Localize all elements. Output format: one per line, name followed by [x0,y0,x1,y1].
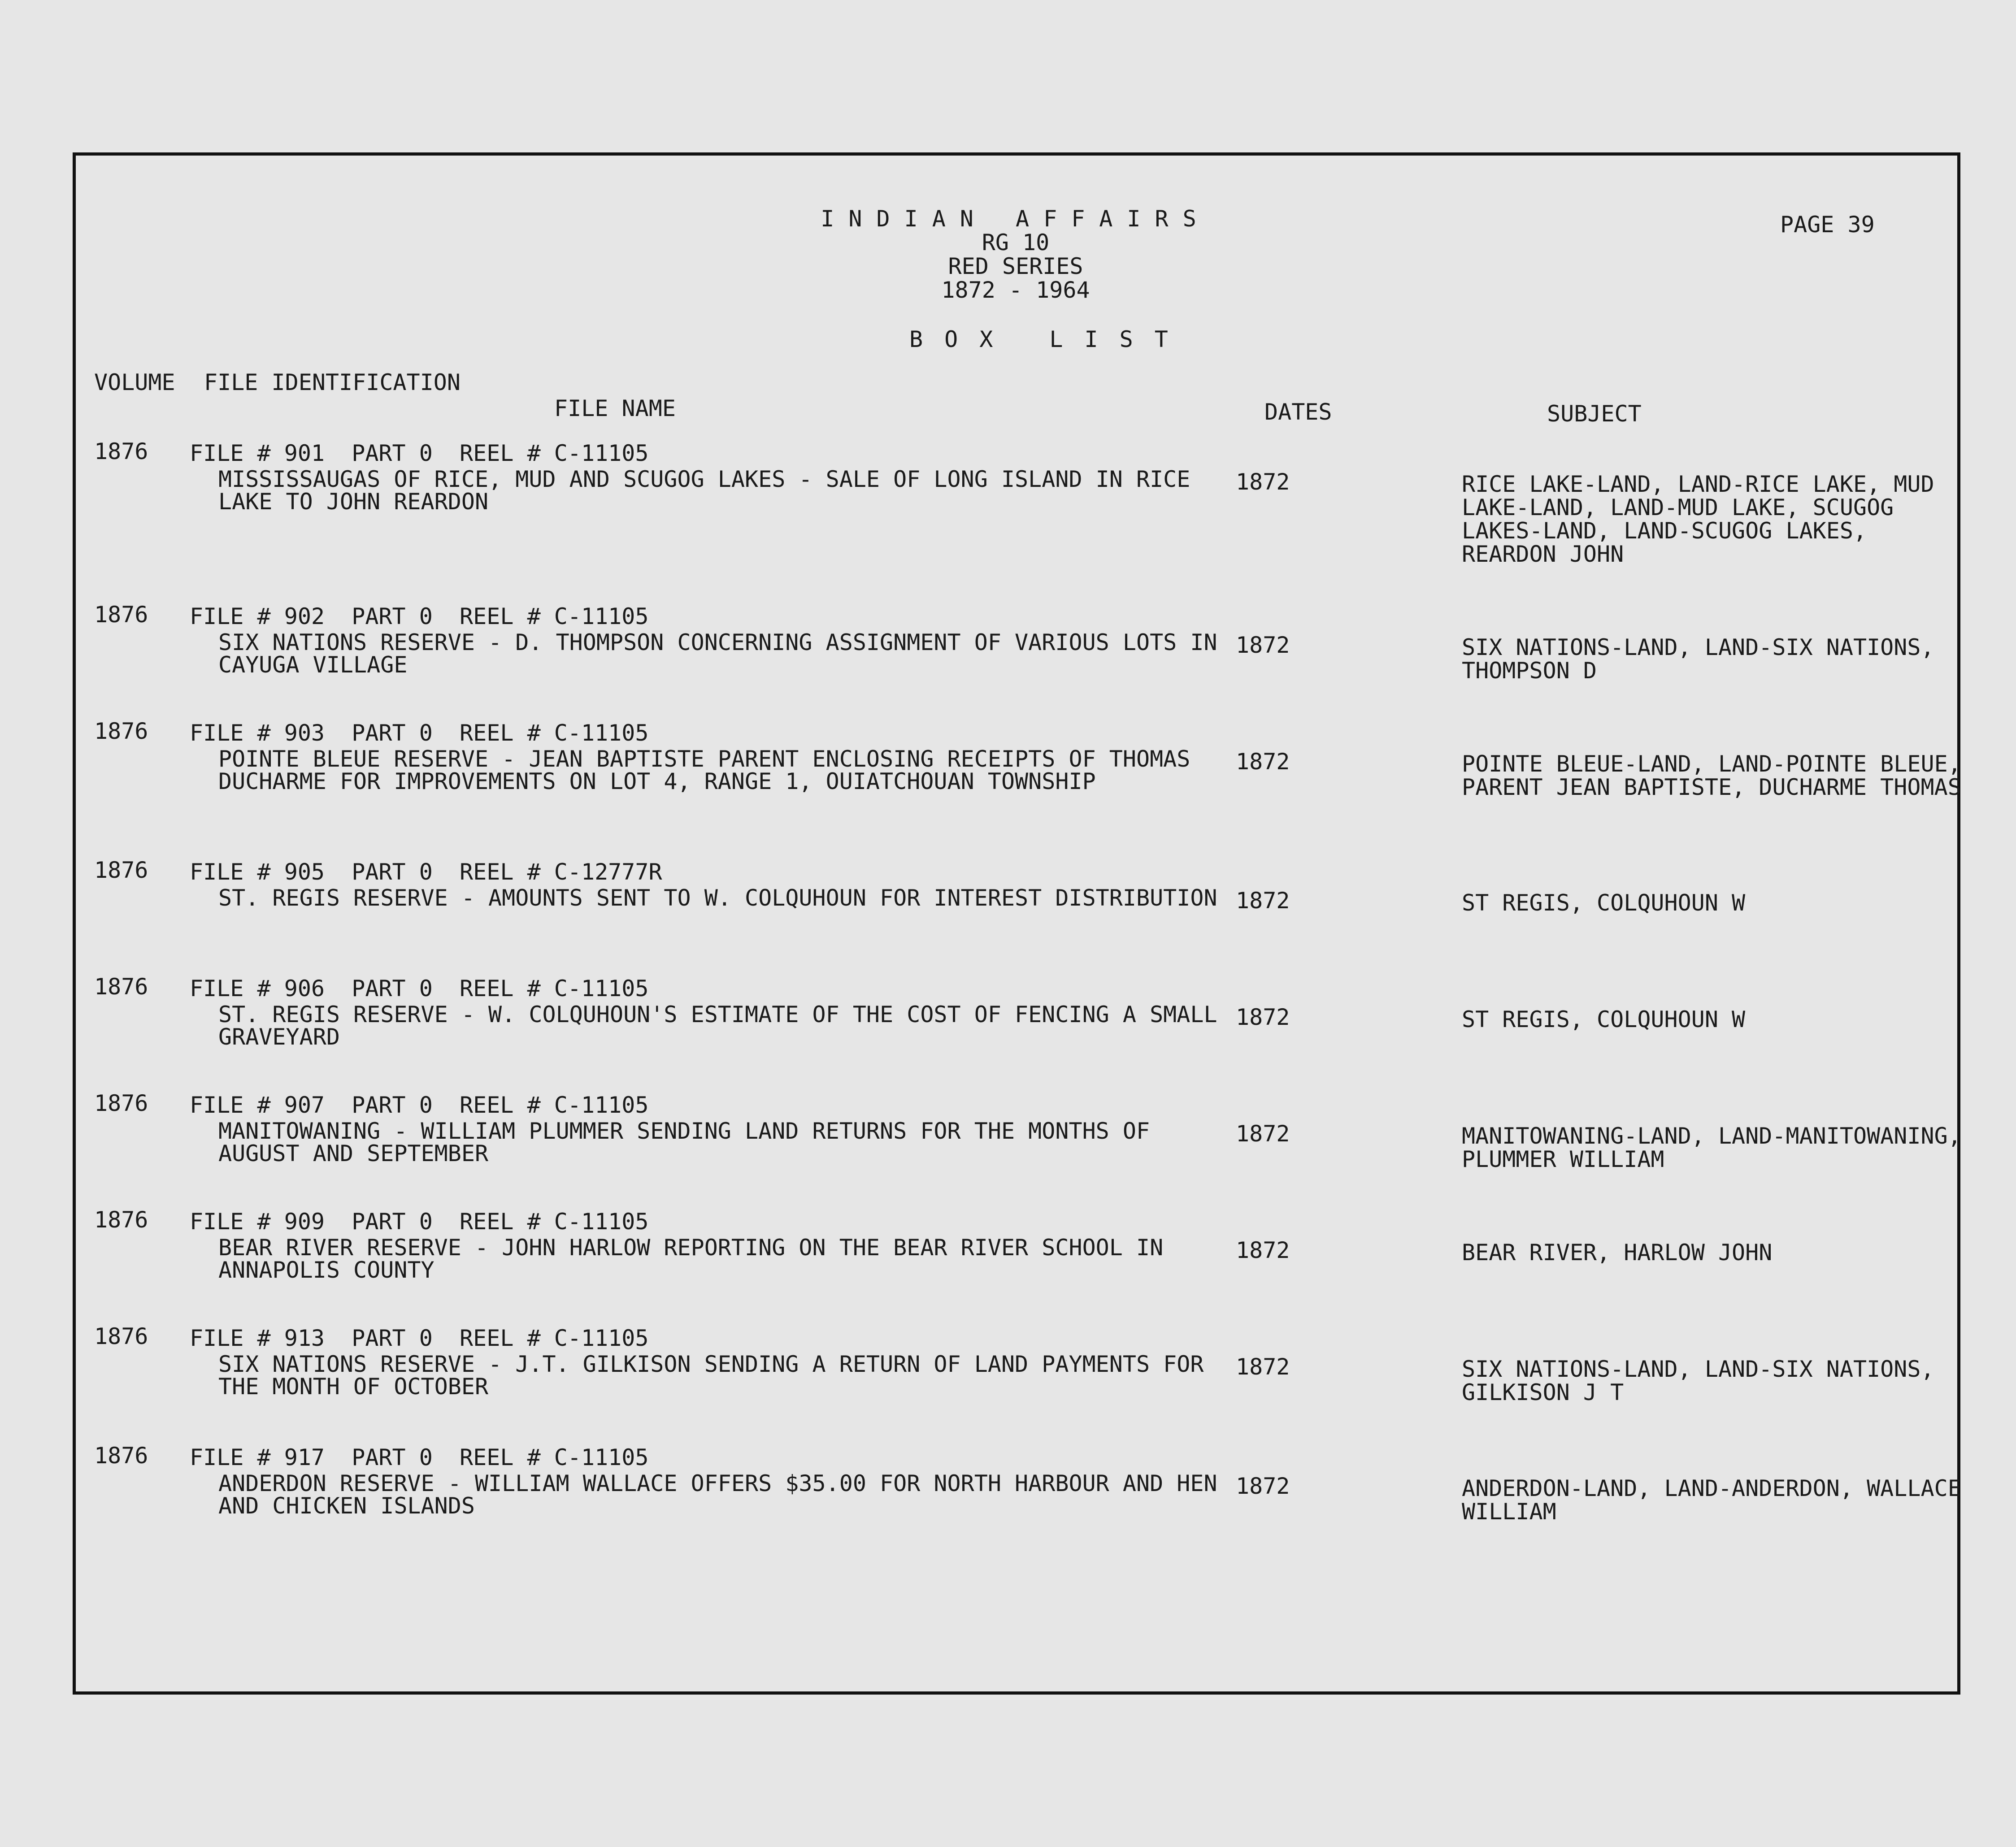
entry-volume: 1876 [94,1323,148,1349]
entry-file-id: FILE # 906 PART 0 REEL # C-11105 [190,976,649,1002]
entry-subject: POINTE BLEUE-LAND, LAND-POINTE BLEUE, PARENT JEAN BAPTISTE, DUCHARME THOMAS [1462,751,1961,800]
page-number: PAGE 39 [1780,212,1875,238]
entry-file-name: MANITOWANING - WILLIAM PLUMMER SENDING LAND RETURNS FOR THE MONTHS OF AUGUST AND SEPTEMBER [218,1118,1150,1166]
entry-subject: BEAR RIVER, HARLOW JOHN [1462,1240,1773,1266]
series-name: RED SERIES [948,253,1083,279]
entry-subject: MANITOWANING-LAND, LAND-MANITOWANING, PLUMMER WILLIAM [1462,1123,1961,1172]
entry-file-id: FILE # 902 PART 0 REEL # C-11105 [190,603,649,629]
entry-date: 1872 [1236,1237,1290,1263]
entry-volume: 1876 [94,974,148,1000]
entry-file-id: FILE # 909 PART 0 REEL # C-11105 [190,1209,649,1235]
entry-date: 1872 [1236,1004,1290,1030]
entry-file-name: BEAR RIVER RESERVE - JOHN HARLOW REPORTING ON THE BEAR RIVER SCHOOL IN ANNAPOLIS COUNTY [218,1235,1164,1283]
entry-file-name: ANDERDON RESERVE - WILLIAM WALLACE OFFERS $35.00 FOR NORTH HARBOUR AND HEN AND CHICKEN ISLANDS [218,1470,1217,1519]
entry-subject: SIX NATIONS-LAND, LAND-SIX NATIONS, GILKISON J T [1462,1356,1934,1405]
entry-subject: ST REGIS, COLQUHOUN W [1462,890,1746,916]
entry-date: 1872 [1236,749,1290,775]
title-block [762,207,1269,302]
entry-volume: 1876 [94,1443,148,1469]
entry-subject: RICE LAKE-LAND, LAND-RICE LAKE, MUD LAKE-LAND, LAND-MUD LAKE, SCUGOG LAKES-LAND, LAND-SCUGOG LAKES, REARDON JOHN [1462,471,1934,567]
entry-volume: 1876 [94,857,148,883]
entry-file-name: ST. REGIS RESERVE - AMOUNTS SENT TO W. COLQUHOUN FOR INTEREST DISTRIBUTION [218,885,1217,911]
column-header-volume: VOLUME [94,369,175,395]
column-header-dates: DATES [1264,399,1332,425]
column-header-subject: SUBJECT [1547,401,1642,427]
entry-date: 1872 [1236,1473,1290,1499]
page-title: INDIAN AFFAIRS [821,206,1211,232]
entry-file-name: MISSISSAUGAS OF RICE, MUD AND SCUGOG LAKES - SALE OF LONG ISLAND IN RICE LAKE TO JOHN REARDON [218,466,1190,515]
entry-file-name: SIX NATIONS RESERVE - J.T. GILKISON SENDING A RETURN OF LAND PAYMENTS FOR THE MONTH OF OCTOBER [218,1351,1204,1400]
series-date-range: 1872 - 1964 [941,277,1090,303]
entry-file-name: POINTE BLEUE RESERVE - JEAN BAPTISTE PARENT ENCLOSING RECEIPTS OF THOMAS DUCHARME FOR IMPROVEMENTS ON LOT 4, RANGE 1, OUIATCHOUAN TOWNSHIP [218,746,1190,794]
entry-date: 1872 [1236,1121,1290,1147]
list-type-heading: BOX LIST [909,326,1190,352]
entry-file-name: ST. REGIS RESERVE - W. COLQUHOUN'S ESTIMATE OF THE COST OF FENCING A SMALL GRAVEYARD [218,1002,1217,1050]
entry-volume: 1876 [94,1090,148,1116]
entry-file-id: FILE # 917 PART 0 REEL # C-11105 [190,1444,649,1470]
entry-date: 1872 [1236,632,1290,658]
entry-volume: 1876 [94,438,148,464]
record-group: RG 10 [982,230,1050,256]
entry-file-id: FILE # 913 PART 0 REEL # C-11105 [190,1325,649,1351]
entry-date: 1872 [1236,469,1290,495]
column-header-file-name: FILE NAME [554,395,676,421]
entry-subject: ANDERDON-LAND, LAND-ANDERDON, WALLACE WILLIAM [1462,1475,1961,1525]
entry-subject: SIX NATIONS-LAND, LAND-SIX NATIONS, THOMPSON D [1462,634,1934,684]
entry-file-name: SIX NATIONS RESERVE - D. THOMPSON CONCERNING ASSIGNMENT OF VARIOUS LOTS IN CAYUGA VILLAGE [218,629,1217,678]
entry-volume: 1876 [94,602,148,628]
entry-date: 1872 [1236,1354,1290,1380]
entry-volume: 1876 [94,1207,148,1233]
column-header-file-identification: FILE IDENTIFICATION [204,369,461,395]
entry-file-id: FILE # 905 PART 0 REEL # C-12777R [190,859,662,885]
entry-file-id: FILE # 903 PART 0 REEL # C-11105 [190,720,649,746]
entry-file-id: FILE # 901 PART 0 REEL # C-11105 [190,440,649,466]
entry-date: 1872 [1236,888,1290,914]
entry-volume: 1876 [94,718,148,744]
entry-file-id: FILE # 907 PART 0 REEL # C-11105 [190,1092,649,1118]
entry-subject: ST REGIS, COLQUHOUN W [1462,1006,1746,1032]
